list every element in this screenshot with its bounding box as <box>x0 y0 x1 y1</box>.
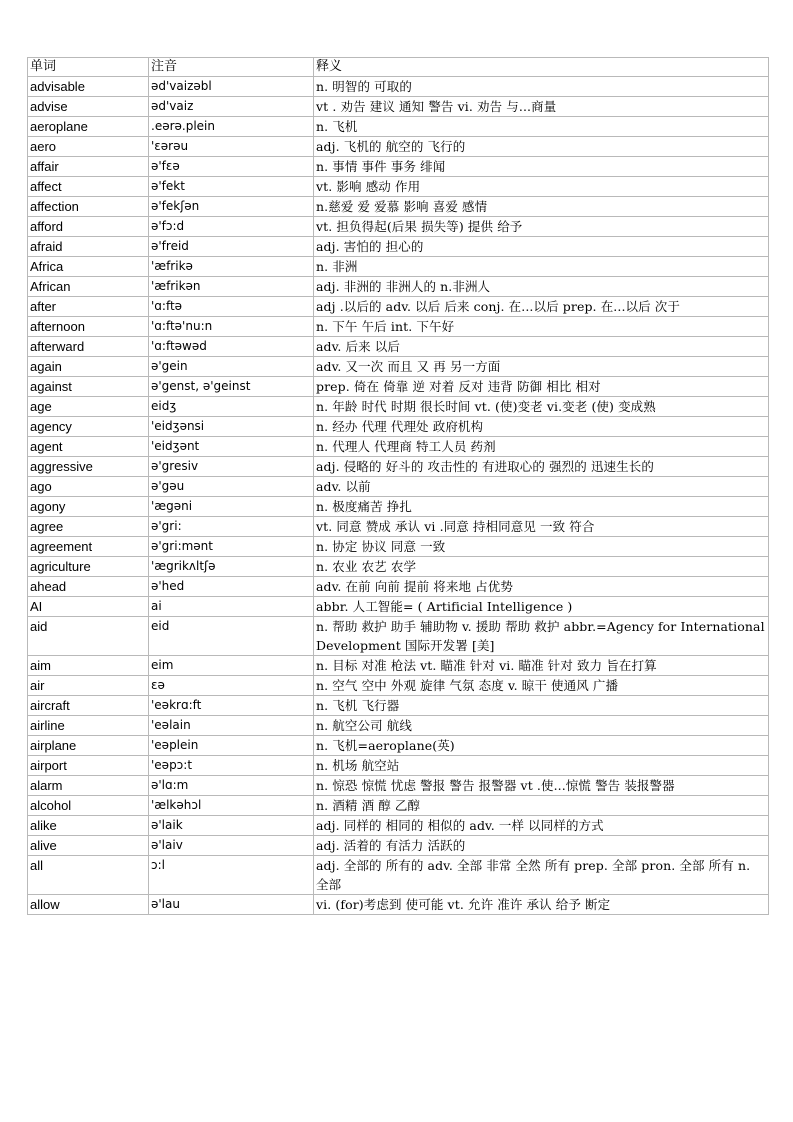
definition-cell: n. 经办 代理 代理处 政府机构 <box>314 417 769 437</box>
phonetic-cell: ə'gein <box>149 357 314 377</box>
definition-cell: adv. 在前 向前 提前 将来地 占优势 <box>314 577 769 597</box>
definition-cell: n. 非洲 <box>314 257 769 277</box>
word-cell: affection <box>28 197 149 217</box>
word-cell: airplane <box>28 736 149 756</box>
phonetic-cell: 'ægrikʌltʃə <box>149 557 314 577</box>
definition-cell: adj. 活着的 有活力 活跃的 <box>314 836 769 856</box>
word-cell: afraid <box>28 237 149 257</box>
table-row <box>28 756 769 776</box>
table-row <box>28 117 769 137</box>
definition-cell: n. 飞机=aeroplane(英) <box>314 736 769 756</box>
table-row <box>28 317 769 337</box>
definition-cell: n. 机场 航空站 <box>314 756 769 776</box>
definition-cell: n. 代理人 代理商 特工人员 药剂 <box>314 437 769 457</box>
definition-cell: abbr. 人工智能= ( Artificial Intelligence ) <box>314 597 769 617</box>
table-row <box>28 537 769 557</box>
phonetic-cell: 'eəlain <box>149 716 314 736</box>
definition-cell: adv. 以前 <box>314 477 769 497</box>
table-row <box>28 696 769 716</box>
word-cell: AI <box>28 597 149 617</box>
definition-cell: vt . 劝告 建议 通知 警告 vi. 劝告 与...商量 <box>314 97 769 117</box>
definition-cell: n.慈爱 爱 爱慕 影响 喜爱 感情 <box>314 197 769 217</box>
word-cell: aid <box>28 617 149 656</box>
word-cell: agency <box>28 417 149 437</box>
header-phonetic: 注音 <box>149 58 314 77</box>
phonetic-cell: ai <box>149 597 314 617</box>
definition-cell: n. 农业 农艺 农学 <box>314 557 769 577</box>
table-row <box>28 297 769 317</box>
table-row <box>28 237 769 257</box>
definition-cell: vt. 同意 赞成 承认 vi .同意 持相同意见 一致 符合 <box>314 517 769 537</box>
word-cell: agree <box>28 517 149 537</box>
word-cell: ahead <box>28 577 149 597</box>
word-cell: air <box>28 676 149 696</box>
word-cell: aero <box>28 137 149 157</box>
vocabulary-page <box>27 57 768 915</box>
table-row <box>28 277 769 297</box>
phonetic-cell: eim <box>149 656 314 676</box>
table-row <box>28 676 769 696</box>
table-row <box>28 656 769 676</box>
phonetic-cell: əd'vaizəbl <box>149 77 314 97</box>
phonetic-cell: ə'lɑ:m <box>149 776 314 796</box>
phonetic-cell: əd'vaiz <box>149 97 314 117</box>
word-cell: aim <box>28 656 149 676</box>
definition-cell: n. 目标 对准 枪法 vt. 瞄准 针对 vi. 瞄准 针对 致力 旨在打算 <box>314 656 769 676</box>
table-row <box>28 197 769 217</box>
phonetic-cell: 'ɛərəu <box>149 137 314 157</box>
definition-cell: n. 飞机 <box>314 117 769 137</box>
table-row <box>28 137 769 157</box>
table-row <box>28 177 769 197</box>
word-cell: allow <box>28 895 149 915</box>
phonetic-cell: 'eəpɔ:t <box>149 756 314 776</box>
table-row <box>28 716 769 736</box>
word-cell: alcohol <box>28 796 149 816</box>
word-cell: afternoon <box>28 317 149 337</box>
table-row <box>28 397 769 417</box>
definition-cell: n. 明智的 可取的 <box>314 77 769 97</box>
phonetic-cell: ə'fɛə <box>149 157 314 177</box>
phonetic-cell: 'eəplein <box>149 736 314 756</box>
table-row <box>28 816 769 836</box>
word-cell: afterward <box>28 337 149 357</box>
definition-cell: prep. 倚在 倚靠 逆 对着 反对 违背 防御 相比 相对 <box>314 377 769 397</box>
table-row <box>28 437 769 457</box>
phonetic-cell: ə'lau <box>149 895 314 915</box>
phonetic-cell: ə'gri:mənt <box>149 537 314 557</box>
definition-cell: n. 飞机 飞行器 <box>314 696 769 716</box>
word-cell: advise <box>28 97 149 117</box>
table-row <box>28 776 769 796</box>
definition-cell: adj. 全部的 所有的 adv. 全部 非常 全然 所有 prep. 全部 pron. 全部 所有 n. 全部 <box>314 856 769 895</box>
definition-cell: n. 酒精 酒 醇 乙醇 <box>314 796 769 816</box>
phonetic-cell: 'ælkəhɔl <box>149 796 314 816</box>
definition-cell: adj. 非洲的 非洲人的 n.非洲人 <box>314 277 769 297</box>
definition-cell: adj. 飞机的 航空的 飞行的 <box>314 137 769 157</box>
table-row <box>28 836 769 856</box>
definition-cell: n. 事情 事件 事务 绯闻 <box>314 157 769 177</box>
definition-cell: n. 极度痛苦 挣扎 <box>314 497 769 517</box>
phonetic-cell: 'æfrikən <box>149 277 314 297</box>
definition-cell: adj .以后的 adv. 以后 后来 conj. 在...以后 prep. 在...以后 次于 <box>314 297 769 317</box>
phonetic-cell: ə'freid <box>149 237 314 257</box>
phonetic-cell: 'eəkrɑ:ft <box>149 696 314 716</box>
phonetic-cell: 'æfrikə <box>149 257 314 277</box>
phonetic-cell: ə'laik <box>149 816 314 836</box>
table-header-row <box>28 58 769 77</box>
definition-cell: adj. 侵略的 好斗的 攻击性的 有进取心的 强烈的 迅速生长的 <box>314 457 769 477</box>
word-cell: against <box>28 377 149 397</box>
table-row <box>28 257 769 277</box>
word-cell: alike <box>28 816 149 836</box>
phonetic-cell: ə'gəu <box>149 477 314 497</box>
word-cell: agony <box>28 497 149 517</box>
phonetic-cell: ə'gri: <box>149 517 314 537</box>
phonetic-cell: ə'fɔ:d <box>149 217 314 237</box>
phonetic-cell: 'ɑ:ftə'nu:n <box>149 317 314 337</box>
phonetic-cell: 'eidʒənt <box>149 437 314 457</box>
table-row <box>28 617 769 656</box>
word-cell: ago <box>28 477 149 497</box>
word-cell: alive <box>28 836 149 856</box>
phonetic-cell: ɔ:l <box>149 856 314 895</box>
table-row <box>28 77 769 97</box>
phonetic-cell: ə'hed <box>149 577 314 597</box>
table-row <box>28 157 769 177</box>
word-cell: again <box>28 357 149 377</box>
phonetic-cell: ə'genst, ə'geinst <box>149 377 314 397</box>
word-cell: agriculture <box>28 557 149 577</box>
word-cell: aircraft <box>28 696 149 716</box>
word-cell: agreement <box>28 537 149 557</box>
word-cell: advisable <box>28 77 149 97</box>
table-row <box>28 557 769 577</box>
phonetic-cell: ə'fekʃən <box>149 197 314 217</box>
table-row <box>28 895 769 915</box>
phonetic-cell: ɛə <box>149 676 314 696</box>
definition-cell: adj. 同样的 相同的 相似的 adv. 一样 以同样的方式 <box>314 816 769 836</box>
table-row <box>28 357 769 377</box>
word-cell: airline <box>28 716 149 736</box>
word-cell: affair <box>28 157 149 177</box>
phonetic-cell: .eərə.plein <box>149 117 314 137</box>
table-row <box>28 497 769 517</box>
phonetic-cell: ə'fekt <box>149 177 314 197</box>
table-row <box>28 477 769 497</box>
definition-cell: adv. 又一次 而且 又 再 另一方面 <box>314 357 769 377</box>
table-row <box>28 97 769 117</box>
definition-cell: n. 航空公司 航线 <box>314 716 769 736</box>
definition-cell: n. 空气 空中 外观 旋律 气氛 态度 v. 晾干 使通风 广播 <box>314 676 769 696</box>
table-row <box>28 217 769 237</box>
table-row <box>28 417 769 437</box>
definition-cell: vi. (for)考虑到 使可能 vt. 允许 准许 承认 给予 断定 <box>314 895 769 915</box>
word-cell: agent <box>28 437 149 457</box>
table-row <box>28 796 769 816</box>
definition-cell: n. 协定 协议 同意 一致 <box>314 537 769 557</box>
word-cell: aeroplane <box>28 117 149 137</box>
phonetic-cell: 'ɑ:ftəwəd <box>149 337 314 357</box>
header-definition: 释义 <box>314 58 769 77</box>
table-row <box>28 577 769 597</box>
definition-cell: vt. 影响 感动 作用 <box>314 177 769 197</box>
word-cell: African <box>28 277 149 297</box>
phonetic-cell: ə'gresiv <box>149 457 314 477</box>
phonetic-cell: 'eidʒənsi <box>149 417 314 437</box>
table-row <box>28 736 769 756</box>
phonetic-cell: ə'laiv <box>149 836 314 856</box>
table-row <box>28 856 769 895</box>
definition-cell: vt. 担负得起(后果 损失等) 提供 给予 <box>314 217 769 237</box>
vocabulary-table <box>27 57 769 915</box>
word-cell: age <box>28 397 149 417</box>
definition-cell: adv. 后来 以后 <box>314 337 769 357</box>
phonetic-cell: eid <box>149 617 314 656</box>
word-cell: alarm <box>28 776 149 796</box>
definition-cell: n. 下午 午后 int. 下午好 <box>314 317 769 337</box>
vocabulary-table-body <box>28 77 769 915</box>
definition-cell: n. 帮助 救护 助手 辅助物 v. 援助 帮助 救护 abbr.=Agency for International Development 国际开发署 [美] <box>314 617 769 656</box>
table-row <box>28 597 769 617</box>
header-word: 单词 <box>28 58 149 77</box>
word-cell: airport <box>28 756 149 776</box>
word-cell: after <box>28 297 149 317</box>
phonetic-cell: 'ɑ:ftə <box>149 297 314 317</box>
word-cell: Africa <box>28 257 149 277</box>
word-cell: aggressive <box>28 457 149 477</box>
definition-cell: n. 年龄 时代 时期 很长时间 vt. (使)变老 vi.变老 (使) 变成熟 <box>314 397 769 417</box>
word-cell: all <box>28 856 149 895</box>
definition-cell: n. 惊恐 惊慌 忧虑 警报 警告 报警器 vt .使...惊慌 警告 装报警器 <box>314 776 769 796</box>
table-row <box>28 377 769 397</box>
table-row <box>28 337 769 357</box>
word-cell: affect <box>28 177 149 197</box>
definition-cell: adj. 害怕的 担心的 <box>314 237 769 257</box>
table-row <box>28 517 769 537</box>
table-row <box>28 457 769 477</box>
word-cell: afford <box>28 217 149 237</box>
phonetic-cell: 'ægəni <box>149 497 314 517</box>
phonetic-cell: eidʒ <box>149 397 314 417</box>
